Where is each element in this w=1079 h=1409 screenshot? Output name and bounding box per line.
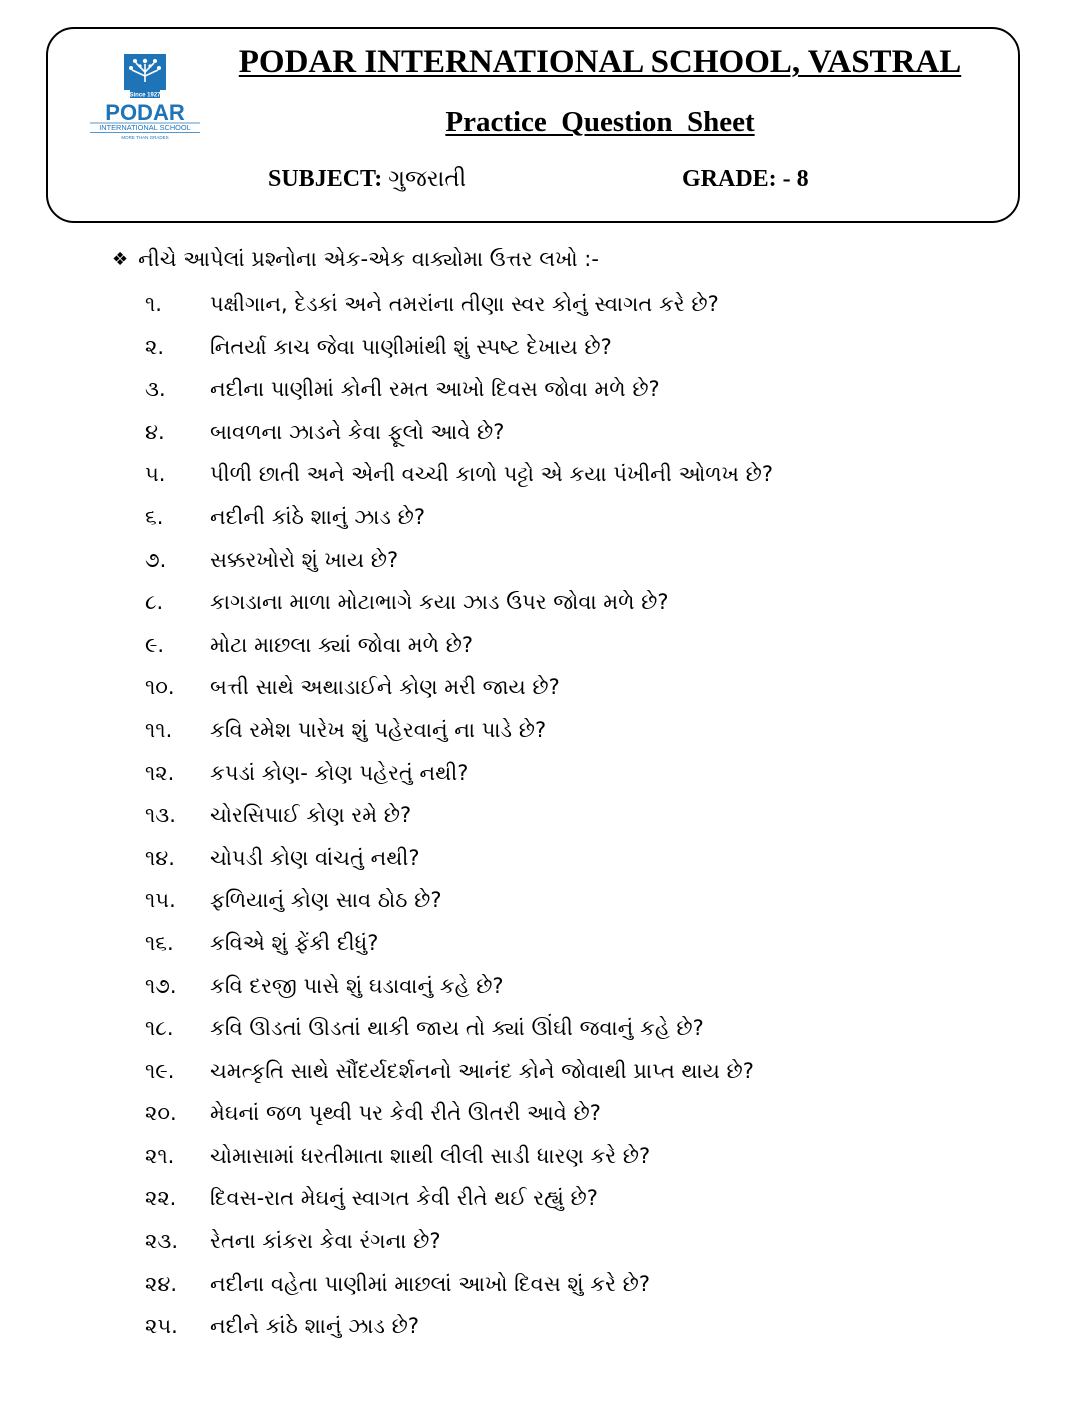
question-item: [0, 1093, 1079, 1136]
podar-logo: [86, 52, 204, 148]
question-number: ૨૪.: [145, 1271, 178, 1296]
question-text: બાવળના ઝાડને કેવા ફૂલો આવે છે?: [210, 419, 505, 444]
question-number: ૨૫.: [145, 1314, 178, 1339]
question-item: [0, 880, 1079, 923]
subject-line: [268, 166, 466, 193]
question-text: ચોરસિપાઈ કોણ રમે છે?: [210, 803, 412, 828]
question-item: [0, 1221, 1079, 1264]
question-text: ચમત્કૃતિ સાથે સૌંદર્યદર્શનનો આનંદ કોને જોવાથી પ્રાપ્ત થાય છે?: [210, 1058, 754, 1083]
question-number: ૧.: [145, 292, 162, 316]
question-text: મોટા માછલા ક્યાં જોવા મળે છે?: [210, 632, 474, 657]
question-text: નદીના પાણીમાં કોની રમત આખો દિવસ જોવા મળે છે?: [210, 377, 660, 402]
question-number: ૨૦.: [145, 1101, 177, 1126]
question-item: [0, 1008, 1079, 1051]
question-text: ફળિયાનું કોણ સાવ ઠોઠ છે?: [210, 888, 442, 913]
subject-value: ગુજરાતી: [388, 166, 467, 192]
question-item: [0, 795, 1079, 838]
question-number: ૧૩.: [145, 803, 176, 828]
question-number: ૨૨.: [145, 1186, 177, 1211]
logo-brand: PODAR: [105, 100, 185, 125]
question-text: કવિ રમેશ પારેખ શું પહેરવાનું ના પાડે છે?: [210, 717, 547, 742]
question-number: ૧૨.: [145, 760, 175, 785]
question-item: [0, 966, 1079, 1009]
question-number: ૧૮.: [145, 1016, 174, 1041]
question-number: ૨૧.: [145, 1143, 175, 1168]
logo-badge-text: Since 1927: [129, 92, 161, 99]
question-text: મેઘનાં જળ પૃથ્વી પર કેવી રીતે ઊતરી આવે છે?: [210, 1101, 601, 1126]
question-item: [0, 923, 1079, 966]
question-number: ૮.: [145, 590, 164, 615]
question-item: [0, 1264, 1079, 1307]
question-item: [0, 1306, 1079, 1349]
question-number: ૧૪.: [145, 845, 175, 870]
question-number: ૪.: [145, 419, 165, 444]
school-name: PODAR INTERNATIONAL SCHOOL, VASTRAL: [238, 44, 962, 80]
question-text: પીળી છાતી અને એની વચ્ચી કાળો પટ્ટો એ કયા પંખીની ઓળખ છે?: [210, 462, 773, 487]
diamond-bullet-icon: ❖: [112, 249, 129, 270]
question-text: નદીને કાંઠે શાનું ઝાડ છે?: [210, 1314, 419, 1339]
question-text: કવિ ઊડતાં ઊડતાં થાકી જાય તો ક્યાં ઊંઘી જવાનું કહે છે?: [210, 1016, 704, 1041]
question-text: ચોમાસામાં ધરતીમાતા શાથી લીલી સાડી ધારણ કરે છે?: [210, 1143, 651, 1168]
question-text: રેતના કાંકરા કેવા રંગના છે?: [210, 1229, 441, 1254]
question-item: [0, 327, 1079, 370]
question-item: [0, 412, 1079, 455]
question-number: ૨૩.: [145, 1229, 178, 1254]
question-text: સક્કરખોરો શું ખાય છે?: [210, 547, 399, 572]
question-text: દિવસ-રાત મેઘનું સ્વાગત કેવી રીતે થઈ રહ્યું છે?: [210, 1186, 598, 1211]
question-number: ૬.: [145, 504, 164, 529]
subject-label: SUBJECT:: [268, 166, 383, 192]
question-number: ૨.: [145, 334, 165, 359]
question-item: [0, 1178, 1079, 1221]
question-item: [0, 454, 1079, 497]
question-item: [0, 1051, 1079, 1094]
question-item: [0, 369, 1079, 412]
instruction-text: નીચે આપેલાં પ્રશ્નોના એક-એક વાક્યોમા ઉત્તર લખો :-: [138, 247, 599, 271]
question-number: ૯.: [145, 632, 165, 657]
question-number: ૧૯.: [145, 1058, 175, 1083]
question-list: [0, 284, 1079, 1349]
question-item: [0, 625, 1079, 668]
question-item: [0, 284, 1079, 327]
question-item: [0, 540, 1079, 583]
question-item: [0, 1136, 1079, 1179]
question-text: બત્તી સાથે અથાડાઈને કોણ મરી જાય છે?: [210, 675, 560, 700]
question-text: કાગડાના માળા મોટાભાગે કયા ઝાડ ઉપર જોવા મળે છે?: [210, 590, 669, 615]
question-item: [0, 838, 1079, 881]
question-number: ૧૧.: [145, 717, 173, 742]
sheet-title: Practice Question Sheet: [445, 106, 755, 138]
question-text: નદીના વહેતા પાણીમાં માછલાં આખો દિવસ શું કરે છે?: [210, 1271, 651, 1296]
question-item: [0, 710, 1079, 753]
question-text: પક્ષીગાન, દેડકાં અને તમરાંના તીણા સ્વર કોનું સ્વાગત કરે છે?: [210, 292, 719, 316]
question-number: ૧૦.: [145, 675, 175, 700]
question-item: [0, 582, 1079, 625]
question-text: કપડાં કોણ- કોણ પહેરતું નથી?: [210, 760, 469, 785]
question-number: ૧૬.: [145, 930, 174, 955]
question-item: [0, 497, 1079, 540]
question-number: ૧૫.: [145, 888, 176, 913]
question-number: ૫.: [145, 462, 166, 487]
question-text: કવિએ શું ફેંકી દીધું?: [210, 930, 379, 955]
question-text: નદીની કાંઠે શાનું ઝાડ છે?: [210, 504, 426, 529]
question-number: ૭.: [145, 547, 167, 572]
logo-tagline: MORE THAN GRADES: [121, 135, 169, 140]
question-number: ૩.: [145, 377, 166, 402]
question-text: ચોપડી કોણ વાંચતું નથી?: [210, 845, 420, 870]
grade-label: GRADE: - 8: [682, 166, 809, 192]
logo-subtitle: INTERNATIONAL SCHOOL: [99, 123, 191, 132]
instruction: [112, 247, 599, 272]
question-item: [0, 753, 1079, 796]
question-text: નિતર્યા કાચ જેવા પાણીમાંથી શું સ્પષ્ટ દેખાય છે?: [210, 334, 612, 359]
question-number: ૧૭.: [145, 973, 177, 998]
question-item: [0, 667, 1079, 710]
question-text: કવિ દરજી પાસે શું ઘડાવાનું કહે છે?: [210, 973, 504, 998]
